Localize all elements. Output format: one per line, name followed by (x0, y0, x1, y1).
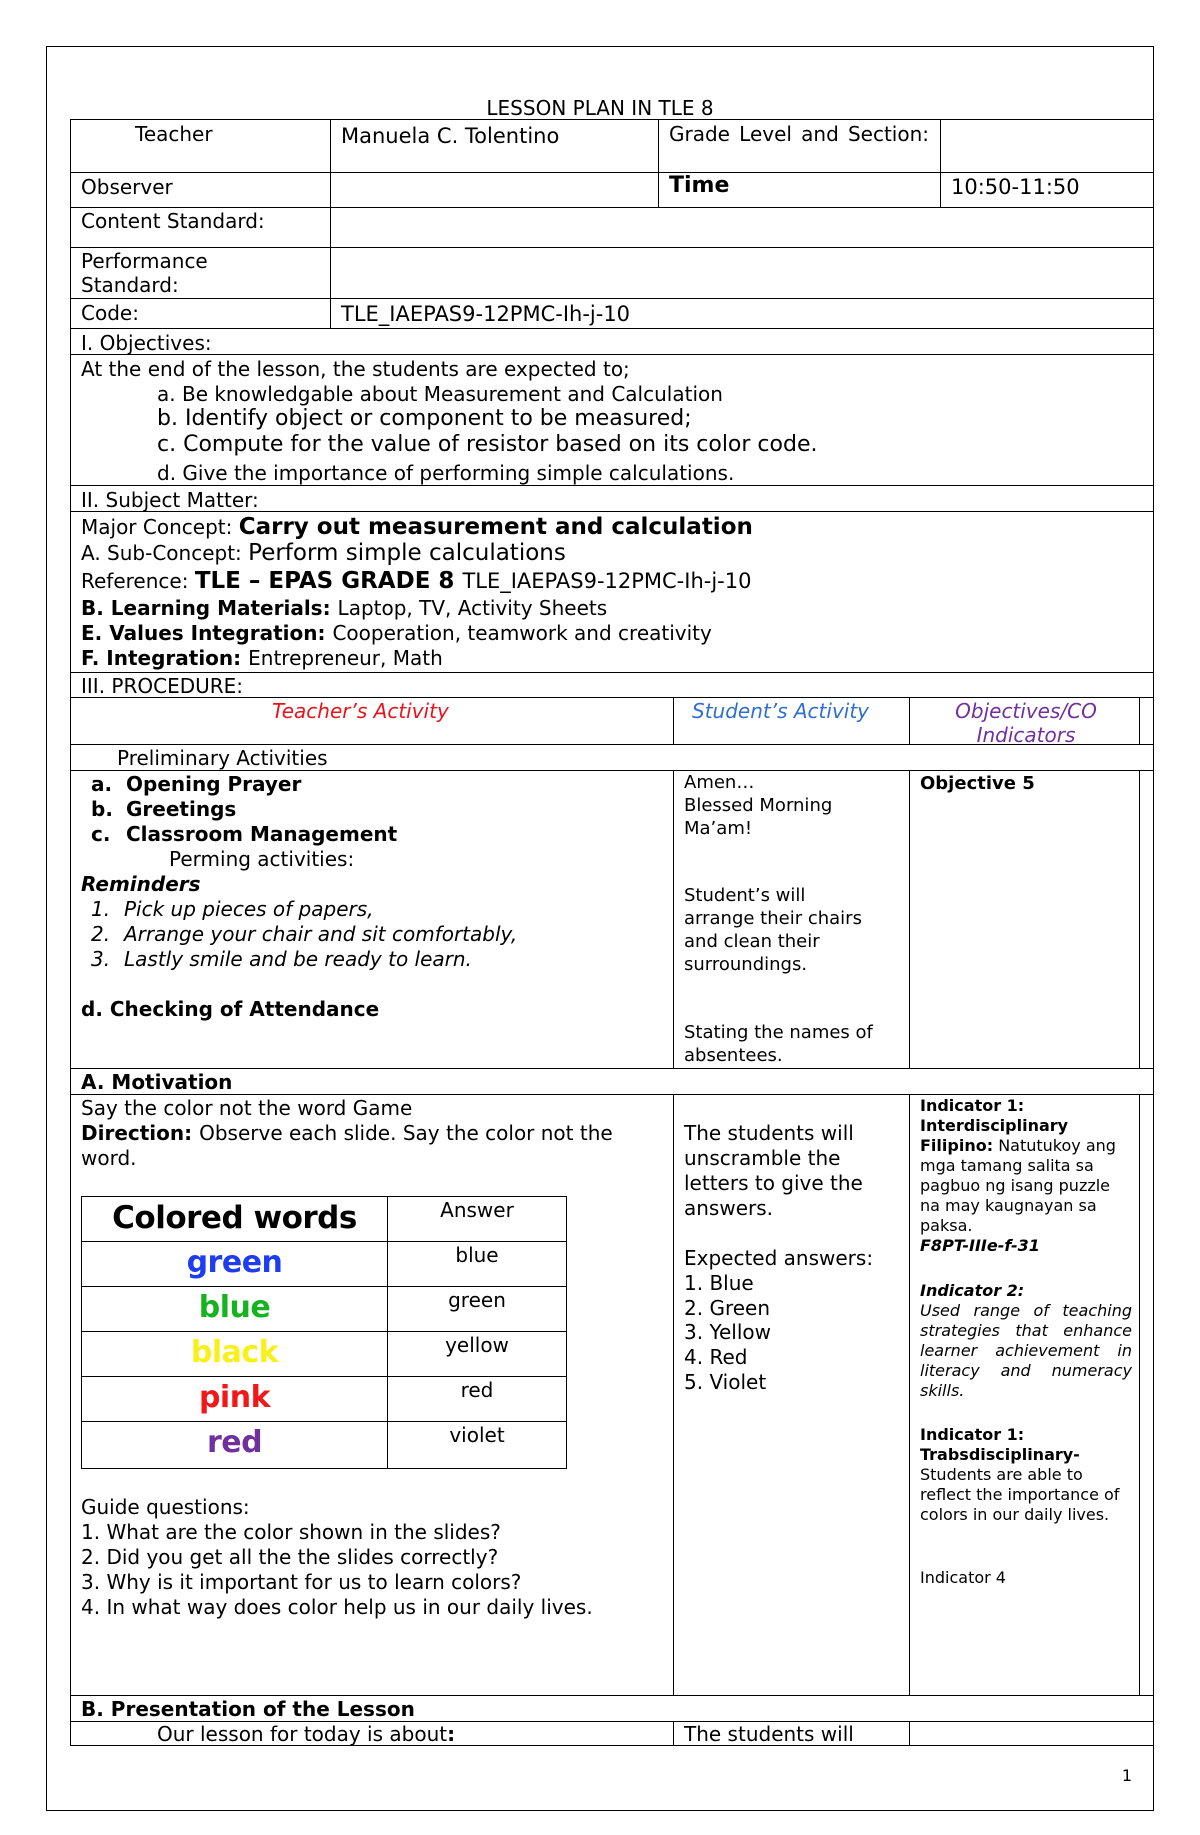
student-response: surroundings. (684, 954, 808, 975)
student-response: Ma’am! (684, 818, 753, 839)
table-header-words: Colored words (112, 1200, 357, 1236)
expected-answer: 1. Blue (684, 1271, 754, 1295)
content-standard-label: Content Standard: (81, 209, 265, 233)
expected-answer: 3. Yellow (684, 1320, 772, 1344)
answer-cell: blue (455, 1243, 499, 1267)
sub-concept: A. Sub-Concept: Perform simple calculations (81, 540, 566, 566)
learning-materials: B. Learning Materials: Laptop, TV, Activity Sheets (81, 596, 608, 620)
page-number: 1 (1121, 1766, 1132, 1785)
document-title: LESSON PLAN IN TLE 8 (486, 96, 714, 120)
prelim-item: Opening Prayer (126, 772, 302, 796)
reminders-label: Reminders (81, 872, 201, 896)
objective-5: Objective 5 (920, 773, 1035, 794)
expected-answer: 2. Green (684, 1296, 771, 1320)
answer-cell: violet (449, 1423, 505, 1447)
col-student-activity: Student’s Activity (692, 699, 870, 723)
reminder-item: Lastly smile and be ready to learn. (124, 947, 472, 971)
student-response: Blessed Morning (684, 795, 833, 816)
indicator-1-interdisciplinary: Indicator 1: Interdisciplinary Filipino: Natutukoy ang mga tamang salita sa pagbuo ng isang puzzle na may kaugnayan sa paksa. F8PT-IIIe-f-31 (920, 1096, 1116, 1255)
student-response: Student’s will (684, 885, 806, 906)
colored-word: red (206, 1425, 263, 1460)
checking-attendance: d. Checking of Attendance (81, 997, 380, 1021)
student-response: arrange their chairs (684, 908, 862, 929)
objective-item: a. Be knowledgable about Measurement and Calculation (157, 382, 723, 406)
prelim-letter: c. (91, 822, 111, 846)
guide-questions-label: Guide questions: (81, 1495, 250, 1519)
integration: F. Integration: Entrepreneur, Math (81, 646, 443, 670)
reminder-item: Pick up pieces of papers, (124, 897, 374, 921)
expected-answer: 4. Red (684, 1345, 748, 1369)
student-response: and clean their (684, 931, 820, 952)
answer-cell: yellow (445, 1333, 509, 1357)
expected-answer: 5. Violet (684, 1370, 767, 1394)
expected-answers-label: Expected answers: (684, 1246, 874, 1270)
observer-label: Observer (81, 175, 173, 199)
colored-word: pink (198, 1380, 271, 1415)
student-response: absentees. (684, 1045, 783, 1066)
student-motivation-text: The students will unscramble the letters to give the answers. (684, 1121, 863, 1220)
guide-question: 3. Why is it important for us to learn colors? (81, 1570, 522, 1594)
time-value: 10:50-11:50 (951, 175, 1080, 199)
reminder-number: 2. (91, 922, 111, 946)
code-label: Code: (81, 301, 139, 325)
prelim-letter: a. (91, 772, 113, 796)
perming-activities: Perming activities: (169, 847, 355, 871)
indicator-2: Indicator 2: Used range of teaching strategies that enhance learner achievement in literacy and numeracy skills. (920, 1281, 1132, 1400)
reference: Reference: TLE – EPAS GRADE 8 TLE_IAEPAS9-12PMC-Ih-j-10 (81, 568, 752, 594)
values-integration: E. Values Integration: Cooperation, teamwork and creativity (81, 621, 712, 645)
grade-level-label: Grade Level and Section: (669, 122, 929, 146)
prelim-item: Greetings (126, 797, 237, 821)
prelim-item: Classroom Management (126, 822, 398, 846)
subject-heading: II. Subject Matter: (81, 488, 259, 512)
guide-question: 2. Did you get all the the slides correctly? (81, 1545, 499, 1569)
time-label: Time (669, 173, 730, 198)
presentation-heading: B. Presentation of the Lesson (81, 1697, 415, 1721)
procedure-heading: III. PROCEDURE: (81, 674, 244, 698)
answer-cell: red (460, 1378, 494, 1402)
col-objectives: Objectives/CO Indicators (955, 699, 1097, 747)
objective-item: d. Give the importance of performing simple calculations. (157, 461, 735, 485)
preliminary-heading: Preliminary Activities (117, 746, 328, 770)
colored-word: green (186, 1245, 283, 1280)
objectives-intro: At the end of the lesson, the students are expected to; (81, 357, 630, 381)
reminder-item: Arrange your chair and sit comfortably, (124, 922, 518, 946)
game-title: Say the color not the word Game (81, 1096, 413, 1120)
performance-standard-label: Performance Standard: (81, 249, 208, 297)
answer-cell: green (448, 1288, 506, 1312)
teacher-label: Teacher (135, 122, 213, 146)
student-response: Amen… (684, 772, 755, 793)
presentation-teacher-text: Our lesson for today is about: (157, 1722, 456, 1746)
table-header-answer: Answer (440, 1198, 514, 1222)
code-value: TLE_IAEPAS9-12PMC-Ih-j-10 (341, 302, 631, 326)
reminder-number: 1. (91, 897, 111, 921)
objective-item: b. Identify object or component to be measured; (157, 406, 692, 431)
direction: Direction: Observe each slide. Say the color not the word. (81, 1121, 613, 1170)
objective-item: c. Compute for the value of resistor based on its color code. (157, 432, 818, 457)
prelim-letter: b. (91, 797, 113, 821)
colored-word: blue (198, 1290, 271, 1325)
reminder-number: 3. (91, 947, 111, 971)
objectives-heading: I. Objectives: (81, 331, 212, 355)
presentation-student-text: The students will (684, 1722, 854, 1746)
teacher-name: Manuela C. Tolentino (341, 124, 560, 148)
colored-word: black (190, 1335, 279, 1370)
guide-question: 4. In what way does color help us in our daily lives. (81, 1595, 593, 1619)
col-teacher-activity: Teacher’s Activity (272, 699, 449, 723)
indicator-1-transdisciplinary: Indicator 1: Trabsdisciplinary- Students are able to reflect the importance of colors in our daily lives. (920, 1425, 1120, 1524)
motivation-heading: A. Motivation (81, 1070, 233, 1094)
major-concept: Major Concept: Carry out measurement and calculation (81, 514, 753, 540)
guide-question: 1. What are the color shown in the slides? (81, 1520, 501, 1544)
indicator-4: Indicator 4 (920, 1568, 1006, 1587)
student-response: Stating the names of (684, 1022, 873, 1043)
